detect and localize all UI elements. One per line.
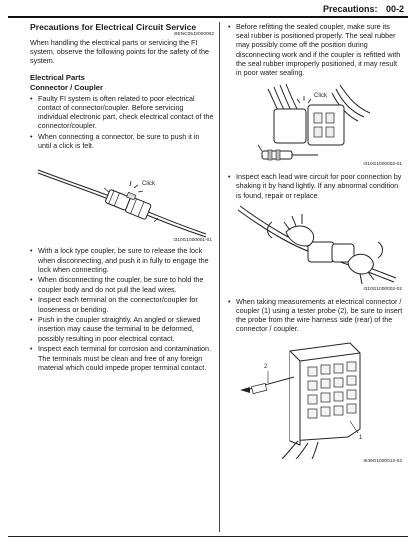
bullet-list-bottom bbox=[30, 246, 214, 372]
figure-code: I310G1000001-01 bbox=[173, 238, 212, 244]
list-item: • Inspect each terminal for corrosion and contamination. The terminals must be clean and free of any foreign material which could impede proper terminal contact. bbox=[30, 344, 214, 372]
tester-probe-illustration bbox=[228, 337, 404, 459]
click-label: Click bbox=[314, 93, 327, 100]
list-item: • Before refitting the sealed coupler, make sure its seal rubber is positioned properly. The seal rubber may possibly come off the position during disconnecting work and if the coupler is refitted with the seal rubber improperly positioned, it may result in poor water sealing. bbox=[228, 22, 404, 77]
footer-rule bbox=[8, 536, 408, 537]
running-header bbox=[317, 4, 404, 14]
header-page-number: 00-2 bbox=[385, 4, 404, 14]
bullet-list-right-3 bbox=[228, 297, 404, 334]
connector-illustration bbox=[30, 152, 214, 238]
sealed-coupler-illustration bbox=[228, 79, 404, 163]
heading-electrical-parts: Electrical Parts bbox=[30, 72, 85, 82]
callout-connector: 1 bbox=[359, 434, 363, 441]
column-divider bbox=[219, 22, 220, 532]
figure-tester-probe bbox=[228, 337, 404, 467]
callout-probe: 2 bbox=[264, 363, 268, 370]
left-column bbox=[30, 22, 214, 373]
bullet-list-right-2 bbox=[228, 172, 404, 200]
subheading-connector-coupler: Connector / Coupler bbox=[30, 82, 103, 92]
intro-paragraph: When handling the electrical parts or servicing the FI system, observe the following points for the safety of the system. bbox=[30, 38, 209, 66]
figure-wire-shake bbox=[228, 202, 404, 294]
figure-code: I310G1000002-02 bbox=[363, 286, 402, 292]
figure-code: I649G1000012-02 bbox=[363, 459, 402, 465]
right-column bbox=[228, 22, 404, 467]
list-item: • Push in the coupler straightly. An angled or skewed insertion may cause the terminal to be deformed, possibly resulting in poor electrical contact. bbox=[30, 315, 214, 343]
doc-code: BENC05J2000002 bbox=[174, 32, 214, 37]
section-title: Precautions for Electrical Circuit Service bbox=[30, 22, 197, 32]
list-item: • Faulty FI system is often related to poor electrical contact of connector/coupler. Before servicing individual electronic part, check electrical contact of the connector/coupler. bbox=[30, 94, 214, 131]
header-rule bbox=[8, 16, 408, 18]
list-item: • When connecting a connector, be sure to push it in until a click is felt. bbox=[30, 132, 214, 150]
figure-code: I310G1000002-01 bbox=[363, 162, 402, 168]
figure-sealed-coupler bbox=[228, 79, 404, 169]
list-item: • When taking measurements at electrical connector / coupler (1) using a tester probe (2), be sure to insert the probe from the wire harness side (rear) of the connector / coupler. bbox=[228, 297, 404, 334]
header-section: Precautions: bbox=[322, 4, 378, 14]
list-item: • Inspect each terminal on the connector/coupler for looseness or bending. bbox=[30, 295, 214, 313]
figure-connector-click bbox=[30, 152, 214, 245]
list-item: • Inspect each lead wire circuit for poor connection by shaking it by hand lightly. If any abnormal condition is found, repair or replace. bbox=[228, 172, 404, 200]
bullet-list-top bbox=[30, 94, 214, 151]
list-item: • When disconnecting the coupler, be sure to hold the coupler body and do not pull the lead wires. bbox=[30, 275, 214, 293]
bullet-list-right-1 bbox=[228, 22, 404, 77]
wire-inspection-illustration bbox=[228, 202, 404, 288]
list-item: • With a lock type coupler, be sure to release the lock when disconnecting, and push it in fully to engage the lock when connecting. bbox=[30, 246, 214, 274]
click-label: Click bbox=[142, 181, 155, 188]
